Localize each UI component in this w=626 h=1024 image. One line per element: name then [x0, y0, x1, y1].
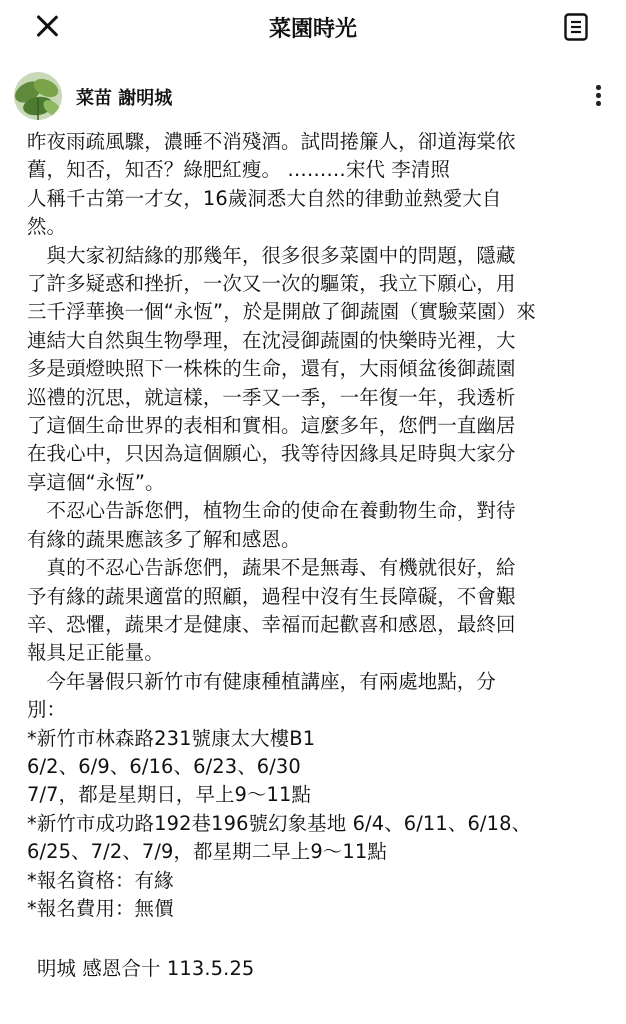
post-line: *報名費用：無價: [27, 896, 174, 920]
post-line: 6/2、6/9、6/16、6/23、6/30: [27, 754, 301, 778]
document-list-icon[interactable]: [564, 13, 588, 45]
post-line: 然。: [27, 215, 67, 239]
post-line: *新竹市林森路231號康太大樓B1: [27, 726, 316, 750]
post-line: 報具足正能量。: [27, 641, 164, 665]
post-line: 予有緣的蔬果適當的照顧，過程中沒有生長障礙，不會艱: [27, 584, 516, 608]
post-line: 連結大自然與生物學理，在沈浸御蔬園的快樂時光裡，大: [27, 328, 516, 352]
post-line: 巡禮的沉思，就這樣，一季又一季，一年復一年，我透析: [27, 385, 516, 409]
post-line: 了這個生命世界的表相和實相。這麼多年，您們一直幽居: [27, 414, 516, 438]
post-line: 人稱千古第一才女，16歲洞悉大自然的律動並熱愛大自: [27, 186, 502, 210]
post-line: *新竹市成功路192巷196號幻象基地 6/4、6/11、6/18、: [27, 811, 532, 835]
post-line: 辛、恐懼，蔬果才是健康、幸福而起歡喜和感恩，最終回: [27, 612, 516, 636]
post-signature: 明城 感恩合十 113.5.25: [37, 957, 255, 981]
post-line: 有緣的蔬果應該多了解和感恩。: [27, 527, 301, 551]
post-line: 6/25、7/2、7/9，都星期二早上9～11點: [27, 840, 387, 864]
post-line: 舊，知否，知否？綠肥紅瘦。 ………宋代 李清照: [27, 158, 450, 182]
post-line: 真的不忍心告訴您們，蔬果不是無毒、有機就很好，給: [27, 556, 516, 580]
post-line: 三千浮華換一個“永恆”，於是開啟了御蔬園（實驗菜園）來: [27, 300, 536, 324]
plant-leaf-avatar[interactable]: [14, 72, 62, 120]
post-line: 多是頭燈映照下一株株的生命，還有，大雨傾盆後御蔬園: [27, 357, 516, 381]
post-line: 了許多疑惑和挫折，一次又一次的驅策，我立下願心，用: [27, 272, 516, 296]
post-line: 享這個“永恆”。: [27, 470, 165, 494]
post-line: 在我心中，只因為這個願心，我等待因緣具足時與大家分: [27, 442, 516, 466]
more-vertical-icon[interactable]: [588, 82, 608, 110]
author-name[interactable]: 菜苗 謝明城: [76, 88, 173, 109]
post-line: 今年暑假只新竹市有健康種植講座，有兩處地點，分: [27, 669, 496, 693]
post-content: [27, 128, 607, 984]
post-line: 不忍心告訴您們，植物生命的使命在養動物生命，對待: [27, 499, 516, 523]
page-title: 菜園時光: [268, 17, 357, 42]
top-bar: [0, 0, 626, 52]
post-line: *報名資格：有緣: [27, 868, 174, 892]
post-line: 與大家初結緣的那幾年，很多很多菜園中的問題，隱藏: [27, 243, 516, 267]
post-line: 別：: [27, 698, 67, 722]
post-line: 昨夜雨疏風驟，濃睡不消殘酒。試問捲簾人，卻道海棠依: [27, 130, 516, 153]
post-line: 7/7，都是星期日，早上9～11點: [27, 783, 312, 807]
